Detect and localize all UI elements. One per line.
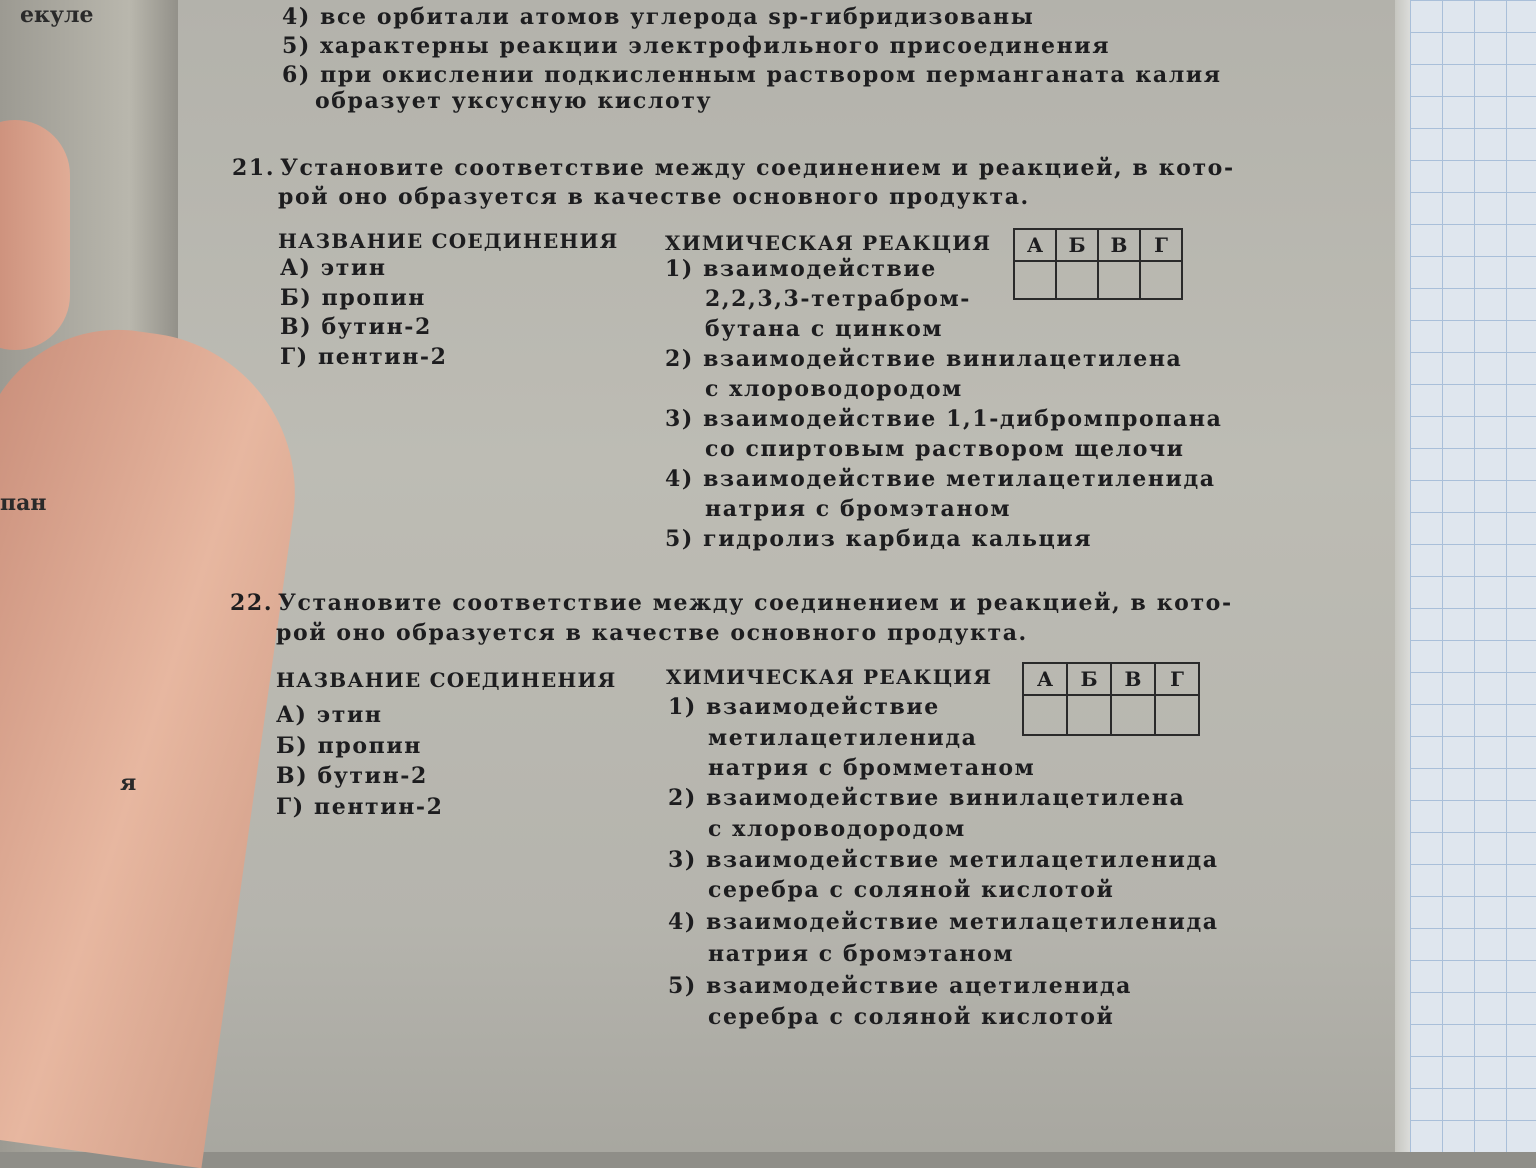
answer-cell[interactable] [1023, 695, 1067, 735]
question-text: рой оно образуется в качестве основного продукта. [276, 620, 1028, 646]
question-text: Установите соответствие между соединением и реакцией, в кото- [278, 590, 1233, 616]
reaction-line: с хлороводородом [705, 376, 963, 402]
reaction-line: 3) взаимодействие 1,1-дибромпропана [665, 406, 1223, 432]
option-line: 4) все орбитали атомов углерода sp-гибридизованы [282, 4, 1035, 30]
answer-header: Б [1056, 229, 1098, 261]
reaction-line: 1) взаимодействие [665, 256, 937, 282]
compound-item: А) этин [276, 702, 383, 728]
compound-item: Г) пентин-2 [280, 344, 448, 370]
reaction-line: 2) взаимодействие винилацетилена [665, 346, 1183, 372]
reaction-line: натрия с бромэтаном [705, 496, 1012, 522]
answer-cell[interactable] [1111, 695, 1155, 735]
reaction-line: 4) взаимодействие метилацетиленида [668, 909, 1219, 935]
answer-cell[interactable] [1014, 261, 1056, 299]
reaction-line: с хлороводородом [708, 816, 966, 842]
answer-cell[interactable] [1155, 695, 1199, 735]
left-page-fragment: пан [0, 490, 47, 516]
compound-item: В) бутин-2 [280, 314, 432, 340]
option-line: образует уксусную кислоту [315, 88, 713, 114]
reaction-header: ХИМИЧЕСКАЯ РЕАКЦИЯ [665, 231, 992, 255]
reaction-line: натрия с бромметаном [708, 755, 1036, 781]
reaction-line: серебра с соляной кислотой [708, 877, 1115, 903]
answer-header: Б [1067, 663, 1111, 695]
reaction-line: 1) взаимодействие [668, 694, 940, 720]
reaction-line: 2,2,3,3-тетрабром- [705, 286, 972, 312]
reaction-line: со спиртовым раствором щелочи [705, 436, 1185, 462]
reaction-line: 4) взаимодействие метилацетиленида [665, 466, 1216, 492]
reaction-line: 5) гидролиз карбида кальция [665, 526, 1093, 552]
left-page-fragment: екуле [20, 2, 94, 28]
reaction-line: 3) взаимодействие метилацетиленида [668, 847, 1219, 873]
answer-cell[interactable] [1067, 695, 1111, 735]
answer-header: В [1098, 229, 1140, 261]
answer-header: Г [1155, 663, 1199, 695]
answer-cell[interactable] [1098, 261, 1140, 299]
answer-header: А [1023, 663, 1067, 695]
question-text: Установите соответствие между соединением и реакцией, в кото- [280, 155, 1235, 181]
finger [0, 120, 70, 350]
compound-header: НАЗВАНИЕ СОЕДИНЕНИЯ [276, 668, 617, 692]
compound-item: Б) пропин [280, 285, 426, 311]
answer-header: В [1111, 663, 1155, 695]
answer-cell[interactable] [1056, 261, 1098, 299]
answer-header: А [1014, 229, 1056, 261]
reaction-line: 5) взаимодействие ацетиленида [668, 973, 1133, 999]
answer-table [1013, 228, 1183, 300]
question-number: 22. [230, 590, 274, 616]
reaction-line: бутана с цинком [705, 316, 944, 342]
option-line: 5) характерны реакции электрофильного присоединения [282, 33, 1111, 59]
question-text: рой оно образуется в качестве основного продукта. [278, 184, 1030, 210]
compound-item: Б) пропин [276, 733, 422, 759]
answer-cell[interactable] [1140, 261, 1182, 299]
answer-header: Г [1140, 229, 1182, 261]
option-line: 6) при окислении подкисленным раствором перманганата калия [282, 62, 1222, 88]
question-number: 21. [232, 155, 276, 181]
compound-item: А) этин [280, 255, 387, 281]
left-page-fragment: я [120, 770, 137, 796]
reaction-header: ХИМИЧЕСКАЯ РЕАКЦИЯ [666, 665, 993, 689]
reaction-line: натрия с бромэтаном [708, 941, 1015, 967]
compound-item: В) бутин-2 [276, 763, 428, 789]
reaction-line: метилацетиленида [708, 725, 978, 751]
compound-header: НАЗВАНИЕ СОЕДИНЕНИЯ [278, 229, 619, 253]
reaction-line: 2) взаимодействие винилацетилена [668, 785, 1186, 811]
compound-item: Г) пентин-2 [276, 794, 444, 820]
graph-paper [1410, 0, 1536, 1152]
answer-table [1022, 662, 1200, 736]
reaction-line: серебра с соляной кислотой [708, 1004, 1115, 1030]
